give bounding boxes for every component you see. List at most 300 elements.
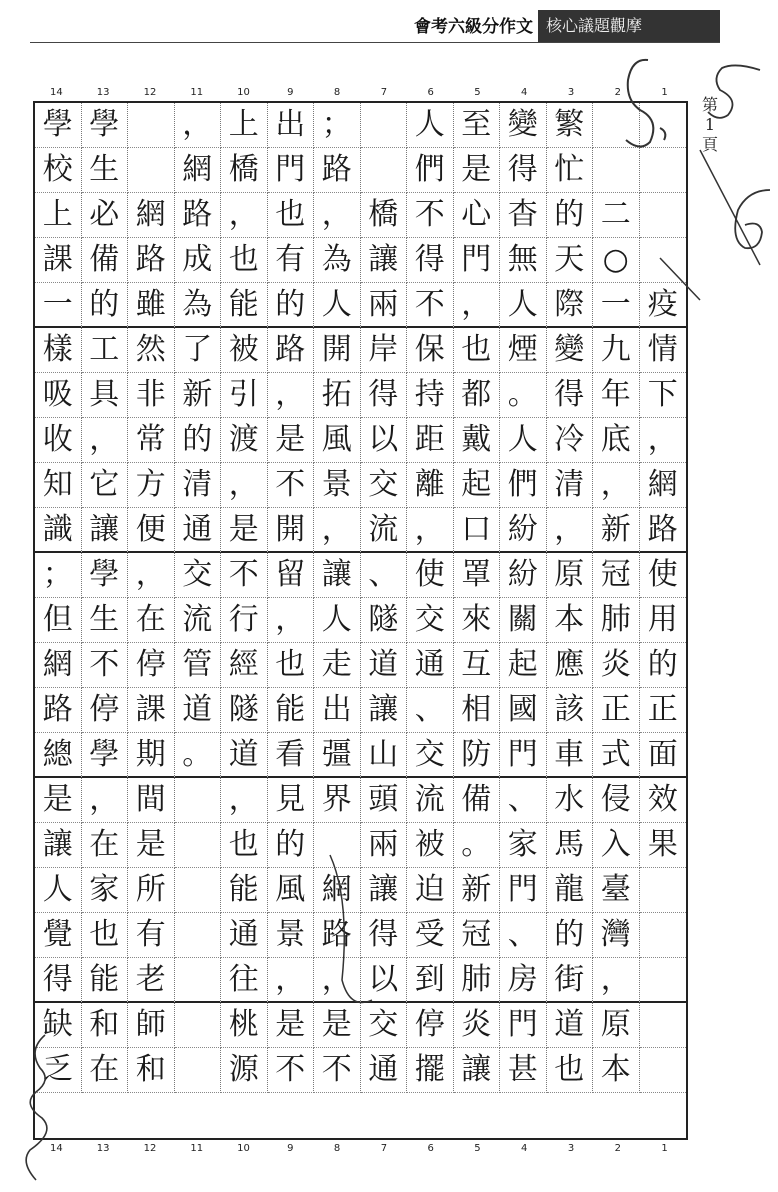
grid-cell: 國 <box>500 688 547 733</box>
grid-cell: 是 <box>314 1003 361 1048</box>
grid-cell: 。 <box>175 733 222 778</box>
grid-cell: 流 <box>407 778 454 823</box>
grid-cell: 入 <box>593 823 640 868</box>
grid-cell: 家 <box>82 868 129 913</box>
grid-cell: 為 <box>175 283 222 328</box>
grid-cell: 以 <box>361 418 408 463</box>
header-title: 會考六級分作文 <box>414 17 533 37</box>
grid-cell: 效 <box>640 778 687 823</box>
grid-cell: ， <box>268 958 315 1003</box>
grid-cell: 龍 <box>547 868 594 913</box>
column-number: 9 <box>287 1143 294 1154</box>
grid-cell: 路 <box>314 913 361 958</box>
grid-cell: 紛 <box>500 508 547 553</box>
grid-cell: 上 <box>221 103 268 148</box>
grid-cell: 、 <box>500 778 547 823</box>
grid-cell: 停 <box>82 688 129 733</box>
grid-cell: ， <box>640 418 687 463</box>
grid-cell: 學 <box>82 553 129 598</box>
grid-cell: 不 <box>407 193 454 238</box>
grid-cell: 不 <box>221 553 268 598</box>
grid-cell: 情 <box>640 328 687 373</box>
grid-cell: 缺 <box>35 1003 82 1048</box>
grid-cell: 開 <box>314 328 361 373</box>
grid-cell: 紛 <box>500 553 547 598</box>
grid-cell: 二 <box>593 193 640 238</box>
grid-cell: 不 <box>268 463 315 508</box>
grid-cell: 交 <box>407 598 454 643</box>
grid-cell: 為 <box>314 238 361 283</box>
grid-cell: 新 <box>175 373 222 418</box>
grid-cell: ， <box>221 778 268 823</box>
grid-cell: 看 <box>268 733 315 778</box>
grid-cell: 心 <box>454 193 501 238</box>
grid-cell: 防 <box>454 733 501 778</box>
grid-cell: 它 <box>82 463 129 508</box>
column-number: 2 <box>614 87 621 98</box>
grid-cell: ， <box>82 418 129 463</box>
column-number: 4 <box>521 1143 528 1154</box>
grid-cell: 冠 <box>593 553 640 598</box>
grid-cell: 被 <box>407 823 454 868</box>
grid-cell: 天 <box>547 238 594 283</box>
grid-cell: 新 <box>454 868 501 913</box>
grid-cell: 門 <box>500 1003 547 1048</box>
grid-cell: 路 <box>175 193 222 238</box>
column-number: 9 <box>287 87 294 98</box>
grid-cell: 臺 <box>593 868 640 913</box>
grid-cell: 道 <box>175 688 222 733</box>
grid-cell: 不 <box>268 1048 315 1093</box>
grid-cell: 橋 <box>361 193 408 238</box>
column-number: 11 <box>190 87 204 98</box>
grid-cell: 和 <box>128 1048 175 1093</box>
grid-cell: ， <box>268 373 315 418</box>
grid-cell: 間 <box>128 778 175 823</box>
grid-cell: 路 <box>314 148 361 193</box>
grid-cell: 繁 <box>547 103 594 148</box>
column-number: 12 <box>143 1143 157 1154</box>
grid-cell: 的 <box>268 823 315 868</box>
grid-cell: 兩 <box>361 283 408 328</box>
grid-cell: 距 <box>407 418 454 463</box>
grid-cell: 期 <box>128 733 175 778</box>
grid-cell: 肺 <box>454 958 501 1003</box>
grid-cell: 了 <box>175 328 222 373</box>
grid-cell: 炎 <box>593 643 640 688</box>
grid-cell: 人 <box>35 868 82 913</box>
grid-cell: 走 <box>314 643 361 688</box>
grid-cell: 收 <box>35 418 82 463</box>
column-number: 4 <box>521 87 528 98</box>
grid-cell: 留 <box>268 553 315 598</box>
grid-cell: 門 <box>268 148 315 193</box>
grid-cell: 不 <box>82 643 129 688</box>
grid-cell: 使 <box>407 553 454 598</box>
grid-cell: 擺 <box>407 1048 454 1093</box>
grid-cell: 網 <box>35 643 82 688</box>
grid-cell: 樣 <box>35 328 82 373</box>
page-label-char: 第 <box>701 95 718 114</box>
grid-cell: 山 <box>361 733 408 778</box>
grid-cell: 有 <box>268 238 315 283</box>
grid-cell: 路 <box>640 508 687 553</box>
grid-cell: 人 <box>314 283 361 328</box>
grid-cell: 能 <box>221 283 268 328</box>
grid-cell: 識 <box>35 508 82 553</box>
grid-cell: 交 <box>361 1003 408 1048</box>
column-number: 1 <box>661 1143 668 1154</box>
grid-cell: 受 <box>407 913 454 958</box>
grid-cell: 保 <box>407 328 454 373</box>
column-number: 7 <box>380 87 388 98</box>
grid-cell: 的 <box>82 283 129 328</box>
grid-cell: 道 <box>361 643 408 688</box>
grid-cell: 也 <box>221 823 268 868</box>
grid-cell: 忙 <box>547 148 594 193</box>
grid-cell: 口 <box>454 508 501 553</box>
grid-cell: ， <box>593 958 640 1003</box>
grid-cell: 源 <box>221 1048 268 1093</box>
grid-cell: 吸 <box>35 373 82 418</box>
grid-cell: 和 <box>82 1003 129 1048</box>
grid-cell: 便 <box>128 508 175 553</box>
grid-cell: 迫 <box>407 868 454 913</box>
grid-cell: 讓 <box>361 688 408 733</box>
grid-cell: 通 <box>175 508 222 553</box>
grid-cell: 人 <box>314 598 361 643</box>
grid-cell: 本 <box>547 598 594 643</box>
page-label-char: 頁 <box>701 135 718 154</box>
grid-cell: 起 <box>500 643 547 688</box>
grid-cell: ， <box>593 463 640 508</box>
grid-cell: 炎 <box>454 1003 501 1048</box>
grid-cell: 冠 <box>454 913 501 958</box>
grid-cell: 老 <box>128 958 175 1003</box>
grid-cell: 用 <box>640 598 687 643</box>
grid-cell: 的 <box>547 193 594 238</box>
column-number: 1 <box>661 87 668 98</box>
column-number: 14 <box>50 87 63 98</box>
grid-cell: 總 <box>35 733 82 778</box>
grid-cell: 交 <box>175 553 222 598</box>
grid-cell: 清 <box>175 463 222 508</box>
grid-cell: 課 <box>128 688 175 733</box>
column-number: 13 <box>96 87 110 98</box>
grid-cell: 橋 <box>221 148 268 193</box>
column-number: 10 <box>237 1143 250 1154</box>
column-number: 3 <box>567 87 575 98</box>
grid-cell: 正 <box>640 688 687 733</box>
grid-cell: 讓 <box>314 553 361 598</box>
grid-cell: 停 <box>407 1003 454 1048</box>
grid-cell: 至 <box>454 103 501 148</box>
grid-cell: 人 <box>500 418 547 463</box>
grid-cell: 互 <box>454 643 501 688</box>
grid-cell: 出 <box>268 103 315 148</box>
grid-cell: 網 <box>640 463 687 508</box>
grid-cell: ； <box>314 103 361 148</box>
grid-cell: 也 <box>82 913 129 958</box>
grid-cell: ， <box>221 193 268 238</box>
column-number: 2 <box>614 1143 621 1154</box>
grid-cell: 門 <box>454 238 501 283</box>
grid-cell: 學 <box>35 103 82 148</box>
grid-cell: 變 <box>547 328 594 373</box>
grid-cell: 也 <box>221 238 268 283</box>
grid-cell: 隧 <box>221 688 268 733</box>
column-number: 8 <box>333 87 341 98</box>
grid-cell: 渡 <box>221 418 268 463</box>
grid-cell: 戴 <box>454 418 501 463</box>
column-number: 12 <box>143 87 157 98</box>
grid-cell: 界 <box>314 778 361 823</box>
grid-cell: 知 <box>35 463 82 508</box>
grid-cell: 起 <box>454 463 501 508</box>
grid-cell: 持 <box>407 373 454 418</box>
grid-cell: 生 <box>82 598 129 643</box>
grid-cell: ， <box>547 508 594 553</box>
grid-cell: 也 <box>454 328 501 373</box>
grid-cell: 管 <box>175 643 222 688</box>
grid-cell: ， <box>454 283 501 328</box>
grid-cell: 然 <box>128 328 175 373</box>
grid-cell: 杳 <box>500 193 547 238</box>
grid-cell: ， <box>314 508 361 553</box>
grid-cell: 彊 <box>314 733 361 778</box>
grid-cell: 、 <box>500 913 547 958</box>
grid-cell: 學 <box>82 103 129 148</box>
grid-cell: 通 <box>407 643 454 688</box>
grid-cell: 原 <box>547 553 594 598</box>
grid-cell: 車 <box>547 733 594 778</box>
grid-cell: 交 <box>407 733 454 778</box>
grid-cell: ， <box>221 463 268 508</box>
grid-cell: 果 <box>640 823 687 868</box>
grid-cell: 方 <box>128 463 175 508</box>
grid-cell: 水 <box>547 778 594 823</box>
grid-cell: 冷 <box>547 418 594 463</box>
grid-cell: 相 <box>454 688 501 733</box>
grid-cell: 在 <box>128 598 175 643</box>
grid-cell: 學 <box>82 733 129 778</box>
grid-cell: 師 <box>128 1003 175 1048</box>
grid-cell: 是 <box>35 778 82 823</box>
grid-cell: 停 <box>128 643 175 688</box>
grid-cell: 到 <box>407 958 454 1003</box>
column-number: 14 <box>50 1143 63 1154</box>
column-number: 5 <box>474 87 481 98</box>
grid-cell: 隧 <box>361 598 408 643</box>
grid-cell: 能 <box>268 688 315 733</box>
grid-cell: 人 <box>407 103 454 148</box>
grid-cell: 家 <box>500 823 547 868</box>
grid-cell: 經 <box>221 643 268 688</box>
grid-cell: 得 <box>35 958 82 1003</box>
grid-cell: 、 <box>407 688 454 733</box>
grid-cell: 道 <box>547 1003 594 1048</box>
column-number: 11 <box>190 1143 204 1154</box>
grid-cell: 們 <box>500 463 547 508</box>
grid-cell: 上 <box>35 193 82 238</box>
grid-cell: 景 <box>314 463 361 508</box>
grid-cell: 路 <box>268 328 315 373</box>
grid-cell: 的 <box>547 913 594 958</box>
grid-cell: 交 <box>361 463 408 508</box>
grid-cell: 一 <box>593 283 640 328</box>
grid-cell: ； <box>35 553 82 598</box>
grid-cell: 得 <box>361 373 408 418</box>
grid-cell: 無 <box>500 238 547 283</box>
grid-cell: 年 <box>593 373 640 418</box>
page-label-char: 1 <box>704 115 716 134</box>
grid-cell: ， <box>314 958 361 1003</box>
grid-cell: 侵 <box>593 778 640 823</box>
column-number: 8 <box>333 1143 341 1154</box>
grid-cell: 離 <box>407 463 454 508</box>
grid-cell: 拓 <box>314 373 361 418</box>
grid-cell: 讓 <box>361 238 408 283</box>
grid-cell: 能 <box>82 958 129 1003</box>
grid-cell: 景 <box>268 913 315 958</box>
grid-cell: 具 <box>82 373 129 418</box>
grid-cell: 見 <box>268 778 315 823</box>
grid-cell: 能 <box>221 868 268 913</box>
grid-cell: 使 <box>640 553 687 598</box>
grid-cell: 成 <box>175 238 222 283</box>
grid-cell: 的 <box>175 418 222 463</box>
grid-cell: 也 <box>268 193 315 238</box>
grid-cell: 來 <box>454 598 501 643</box>
grid-cell: 新 <box>593 508 640 553</box>
column-number: 3 <box>567 1143 575 1154</box>
column-number: 6 <box>427 87 434 98</box>
grid-cell: 罩 <box>454 553 501 598</box>
grid-cell: 馬 <box>547 823 594 868</box>
grid-cell: 得 <box>361 913 408 958</box>
grid-cell: 甚 <box>500 1048 547 1093</box>
grid-cell: 灣 <box>593 913 640 958</box>
grid-cell: 不 <box>314 1048 361 1093</box>
column-number: 7 <box>380 1143 388 1154</box>
grid-cell: 網 <box>175 148 222 193</box>
grid-cell: 常 <box>128 418 175 463</box>
column-number: 13 <box>96 1143 110 1154</box>
grid-cell: 以 <box>361 958 408 1003</box>
grid-cell: 是 <box>268 1003 315 1048</box>
grid-cell: 讓 <box>454 1048 501 1093</box>
column-number: 10 <box>237 87 250 98</box>
grid-cell: 應 <box>547 643 594 688</box>
grid-cell: 門 <box>500 868 547 913</box>
grid-cell: 也 <box>268 643 315 688</box>
grid-cell: 引 <box>221 373 268 418</box>
grid-cell: 網 <box>128 193 175 238</box>
grid-cell: 面 <box>640 733 687 778</box>
grid-cell: 風 <box>268 868 315 913</box>
grid-cell: 們 <box>407 148 454 193</box>
grid-cell: 路 <box>35 688 82 733</box>
grid-cell: 備 <box>454 778 501 823</box>
grid-cell: 路 <box>128 238 175 283</box>
grid-cell: ， <box>128 553 175 598</box>
grid-cell: 有 <box>128 913 175 958</box>
grid-cell: ， <box>175 103 222 148</box>
grid-cell: 非 <box>128 373 175 418</box>
column-number: 6 <box>427 1143 434 1154</box>
grid-cell: 關 <box>500 598 547 643</box>
grid-cell: 在 <box>82 823 129 868</box>
grid-cell: 房 <box>500 958 547 1003</box>
grid-cell: 得 <box>547 373 594 418</box>
grid-cell: 讓 <box>35 823 82 868</box>
header-badge: 核心議題觀摩 <box>538 10 720 42</box>
grid-cell: 是 <box>454 148 501 193</box>
grid-cell: 出 <box>314 688 361 733</box>
grid-cell: 讓 <box>82 508 129 553</box>
grid-cell: 課 <box>35 238 82 283</box>
grid-cell: 街 <box>547 958 594 1003</box>
grid-cell: 流 <box>361 508 408 553</box>
grid-cell: 覺 <box>35 913 82 958</box>
grid-cell: 通 <box>361 1048 408 1093</box>
grid-cell: 疫 <box>640 283 687 328</box>
grid-cell: 門 <box>500 733 547 778</box>
grid-cell: 、 <box>361 553 408 598</box>
grid-cell: 通 <box>221 913 268 958</box>
grid-cell: 在 <box>82 1048 129 1093</box>
grid-cell: 是 <box>221 508 268 553</box>
grid-cell: 開 <box>268 508 315 553</box>
grid-cell: ， <box>314 193 361 238</box>
grid-cell: 備 <box>82 238 129 283</box>
grid-cell: 變 <box>500 103 547 148</box>
grid-cell: 雖 <box>128 283 175 328</box>
column-number: 5 <box>474 1143 481 1154</box>
grid-cell: 下 <box>640 373 687 418</box>
grid-cell: 底 <box>593 418 640 463</box>
grid-cell: 煙 <box>500 328 547 373</box>
grid-cell: 校 <box>35 148 82 193</box>
grid-cell: ， <box>407 508 454 553</box>
grid-cell: 讓 <box>361 868 408 913</box>
grid-cell: 往 <box>221 958 268 1003</box>
grid-cell: 得 <box>500 148 547 193</box>
grid-cell: 頭 <box>361 778 408 823</box>
grid-cell: 際 <box>547 283 594 328</box>
grid-cell: 但 <box>35 598 82 643</box>
grid-cell: 必 <box>82 193 129 238</box>
grid-cell: 的 <box>268 283 315 328</box>
grid-cell: 桃 <box>221 1003 268 1048</box>
grid-cell: 人 <box>500 283 547 328</box>
grid-cell: ， <box>82 778 129 823</box>
grid-cell: 清 <box>547 463 594 508</box>
grid-cell: 道 <box>221 733 268 778</box>
grid-cell: 一 <box>35 283 82 328</box>
grid-cell: 式 <box>593 733 640 778</box>
grid-cell: 流 <box>175 598 222 643</box>
grid-cell: 該 <box>547 688 594 733</box>
grid-cell: 岸 <box>361 328 408 373</box>
grid-cell: 。 <box>500 373 547 418</box>
grid-cell: 也 <box>547 1048 594 1093</box>
grid-cell: ， <box>268 598 315 643</box>
grid-cell: 所 <box>128 868 175 913</box>
grid-cell: 網 <box>314 868 361 913</box>
grid-cell: 是 <box>128 823 175 868</box>
grid-cell: 的 <box>640 643 687 688</box>
